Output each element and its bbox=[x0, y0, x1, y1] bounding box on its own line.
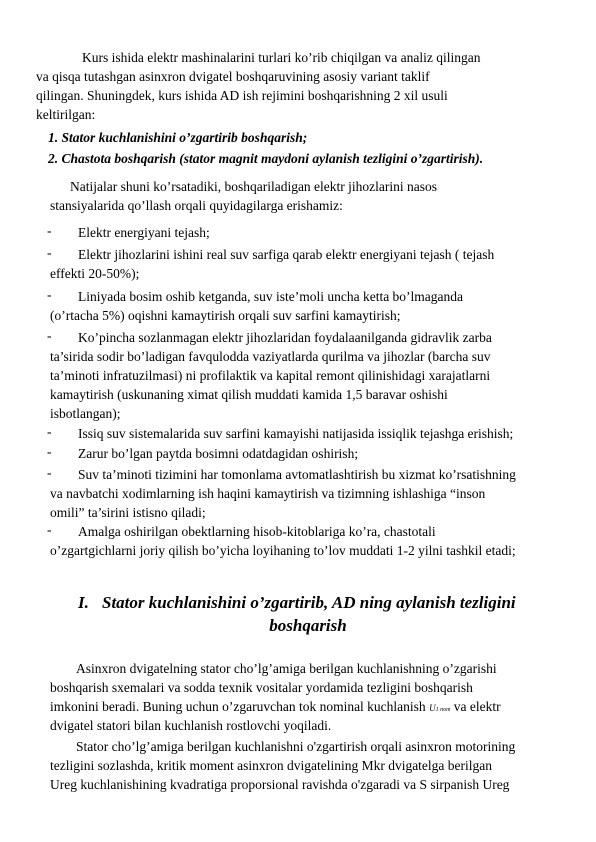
bullet-text: o’zgartgichlarni joriy qilish bo’yicha loyihaning to’lov muddati 1-2 yilni tashkil etadi; bbox=[50, 543, 516, 558]
intro-line: qilingan. Shuningdek, kurs ishida AD ish rejimini boshqarishning 2 xil usuli bbox=[36, 88, 448, 103]
body-line: Stator cho’lg’amiga berilgan kuchlanishni o'zgartirish orqali asinxron motorining bbox=[76, 739, 516, 754]
voltage-symbol: U bbox=[429, 703, 436, 713]
bullet-dash: - bbox=[47, 424, 52, 439]
bullet-dash: - bbox=[47, 328, 52, 343]
section-number: I. bbox=[78, 593, 89, 612]
bullet-text: Elektr jihozlarini ishini real suv sarfiga qarab elektr energiyani tejash ( tejash bbox=[78, 247, 495, 262]
bullet-dash: - bbox=[47, 287, 52, 302]
body-line: dvigatel statori bilan kuchlanish rostlovchi yoqiladi. bbox=[50, 718, 332, 733]
bullet-dash: - bbox=[47, 522, 52, 537]
bullet-text: ta’minoti infratuzilmasi) ni profilaktik va kapital remont qilinishidagi xarajatlarni bbox=[50, 368, 491, 383]
bullet-text: isbotlangan); bbox=[50, 406, 121, 421]
results-intro-line: Natijalar shuni ko’rsatadiki, boshqariladigan elektr jihozlarini nasos bbox=[70, 179, 438, 194]
bullet-text: ta’sirida sodir bo’ladigan favqulodda vaziyatlarda qurilma va jihozlar (barcha suv bbox=[50, 349, 491, 364]
method-item: 2. Chastota boshqarish (stator magnit maydoni aylanish tezligini o’zgartirish). bbox=[48, 151, 484, 166]
intro-line: keltirilgan: bbox=[36, 107, 96, 122]
bullet-text: Amalga oshirilgan obektlarning hisob-kitoblariga ko’ra, chastotali bbox=[78, 524, 436, 539]
results-intro-line: stansiyalarida qo’llash orqali quyidagilarga erishamiz: bbox=[50, 198, 343, 213]
section-title-continued: boshqarish bbox=[269, 616, 347, 635]
bullet-text: va navbatchi xodimlarning ish haqini kamaytirish va tizimning ishlashiga “inson bbox=[50, 486, 486, 501]
bullet-text: Suv ta’minoti tizimini har tomonlama avtomatlashtirish bu xizmat ko’rsatishning bbox=[78, 467, 516, 482]
bullet-dash: - bbox=[47, 245, 52, 260]
bullet-text: Zarur bo’lgan paytda bosimni odatdagidan oshirish; bbox=[78, 446, 359, 461]
body-line: Ureg kuchlanishining kvadratiga proporsional ravishda o'zgaradi va S sirpanish Ureg bbox=[50, 777, 510, 792]
body-text: va elektr bbox=[453, 699, 501, 714]
intro-line: Kurs ishida elektr mashinalarini turlari ko’rib chiqilgan va analiz qilingan bbox=[82, 50, 481, 65]
bullet-text: omili” ta’sirini istisno qiladi; bbox=[50, 505, 206, 520]
bullet-dash: - bbox=[47, 465, 52, 480]
bullet-dash: - bbox=[47, 444, 52, 459]
bullet-text: Liniyada bosim oshib ketganda, suv iste’moli uncha ketta bo’lmaganda bbox=[78, 289, 464, 304]
section-title: Stator kuchlanishini o’zgartirib, AD ning aylanish tezligini bbox=[102, 593, 516, 612]
bullet-text: effekti 20-50%); bbox=[50, 266, 140, 281]
body-line: boshqarish sxemalari va sodda texnik vositalar yordamida tezligini boshqarish bbox=[50, 680, 473, 695]
body-text: imkonini beradi. Buning uchun o’zgaruvchan tok nominal kuchlanish bbox=[50, 699, 426, 714]
bullet-text: Ko’pincha sozlanmagan elektr jihozlaridan foydalaanilganda gidravlik zarba bbox=[78, 330, 492, 345]
bullet-text: Elektr energiyani tejash; bbox=[78, 225, 210, 240]
bullet-text: Issiq suv sistemalarida suv sarfini kamayishi natijasida issiqlik tejashga erishish; bbox=[78, 426, 514, 441]
method-item: 1. Stator kuchlanishini o’zgartirib boshqarish; bbox=[48, 130, 308, 145]
voltage-symbol-subscript: 1 nom bbox=[435, 707, 451, 713]
bullet-text: (o’rtacha 5%) oqishni kamaytirish orqali suv sarfini kamaytirish; bbox=[50, 308, 401, 323]
intro-line: va qisqa tutashgan asinxron dvigatel boshqaruvining asosiy variant taklif bbox=[36, 69, 430, 84]
bullet-text: kamaytirish (uskunaning ximat qilish muddati kamida 1,5 baravar oshishi bbox=[50, 387, 448, 402]
body-line: tezligini sozlashda, kritik moment asinxron dvigatelining Mkr dvigatelga berilgan bbox=[50, 758, 493, 773]
bullet-dash: - bbox=[47, 223, 52, 238]
body-line: Asinxron dvigatelning stator cho’lg’amiga berilgan kuchlanishning o’zgarishi bbox=[76, 661, 497, 676]
